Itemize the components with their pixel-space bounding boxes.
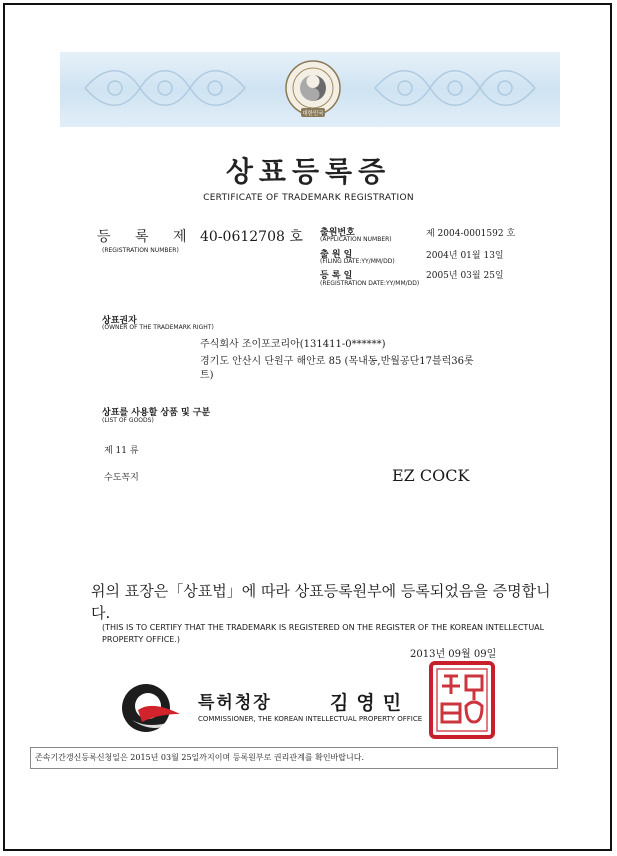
owner-label: 상표권자 (102, 316, 137, 326)
certification-statement-en: (THIS IS TO CERTIFY THAT THE TRADEMARK IS REGISTERED ON THE REGISTER OF THE KOREAN INTELLECTUAL PROPERTY OFFICE.) (102, 623, 545, 644)
application-label-en: (APPLICATION NUMBER) (320, 236, 392, 243)
owner-address-line1: 경기도 안산시 단원구 해안로 85 (목내동,반월공단17블럭36롯 (200, 356, 474, 367)
official-seal-icon (428, 660, 496, 740)
goods-class: 제 11 류 (104, 446, 139, 456)
filing-date-label-en: (FILING DATE:YY/MM/DD) (320, 258, 395, 265)
registration-date-value: 2005년 03월 25일 (426, 271, 504, 281)
title-korean: 상표등록증 (225, 155, 392, 188)
filing-date-value: 2004년 01월 13일 (426, 251, 504, 261)
issue-date: 2013년 09월 09일 (410, 649, 497, 660)
title-english: CERTIFICATE OF TRADEMARK REGISTRATION (203, 193, 414, 203)
certificate-frame (3, 3, 612, 851)
ornament-left-icon (80, 60, 250, 116)
svg-text:특허청장인: 특허청장인 (462, 738, 467, 739)
owner-label-en: (OWNER OF THE TRADEMARK RIGHT) (102, 324, 214, 331)
filing-date-label: 출 원 일 (320, 250, 353, 260)
certification-statement-ko: 위의 표장은「상표법」에 따라 상표등록원부에 등록되었음을 증명합니다. (91, 582, 551, 622)
commissioner-title-en: COMMISSIONER, THE KOREAN INTELLECTUAL PROPERTY OFFICE (198, 715, 423, 723)
footer-note: 존속기간갱신등록신청일은 2015년 03월 25일까지이며 등록원부로 권리관계를 확인바랍니다. (30, 747, 558, 769)
goods-item: 수도꼭지 (104, 473, 139, 483)
header-band (60, 52, 560, 127)
registration-label-en: (REGISTRATION NUMBER) (102, 247, 179, 254)
commissioner-title: 특허청장 (198, 693, 272, 713)
national-emblem-icon (282, 58, 344, 122)
registration-number: 40-0612708 호 (200, 229, 303, 245)
registration-date-label-en: (REGISTRATION DATE:YY/MM/DD) (320, 280, 420, 287)
application-label: 출원번호 (320, 228, 355, 238)
application-number: 제 2004-0001592 호 (426, 229, 516, 239)
goods-label: 상표를 사용할 상품 및 구분 (102, 408, 211, 418)
kipo-logo-icon (118, 680, 184, 736)
owner-name: 주식회사 조이포코리아(131411-0******) (200, 339, 386, 350)
commissioner-name: 김영민 (330, 692, 410, 714)
registration-label: 등 록 제 (97, 229, 197, 245)
svg-text:대한민국: 대한민국 (302, 111, 324, 117)
trademark-mark: EZ COCK (392, 466, 470, 485)
goods-label-en: (LIST OF GOODS) (102, 417, 154, 424)
owner-address-line2: 트) (200, 370, 214, 381)
registration-date-label: 등 록 일 (320, 271, 353, 281)
ornament-right-icon (370, 60, 540, 116)
